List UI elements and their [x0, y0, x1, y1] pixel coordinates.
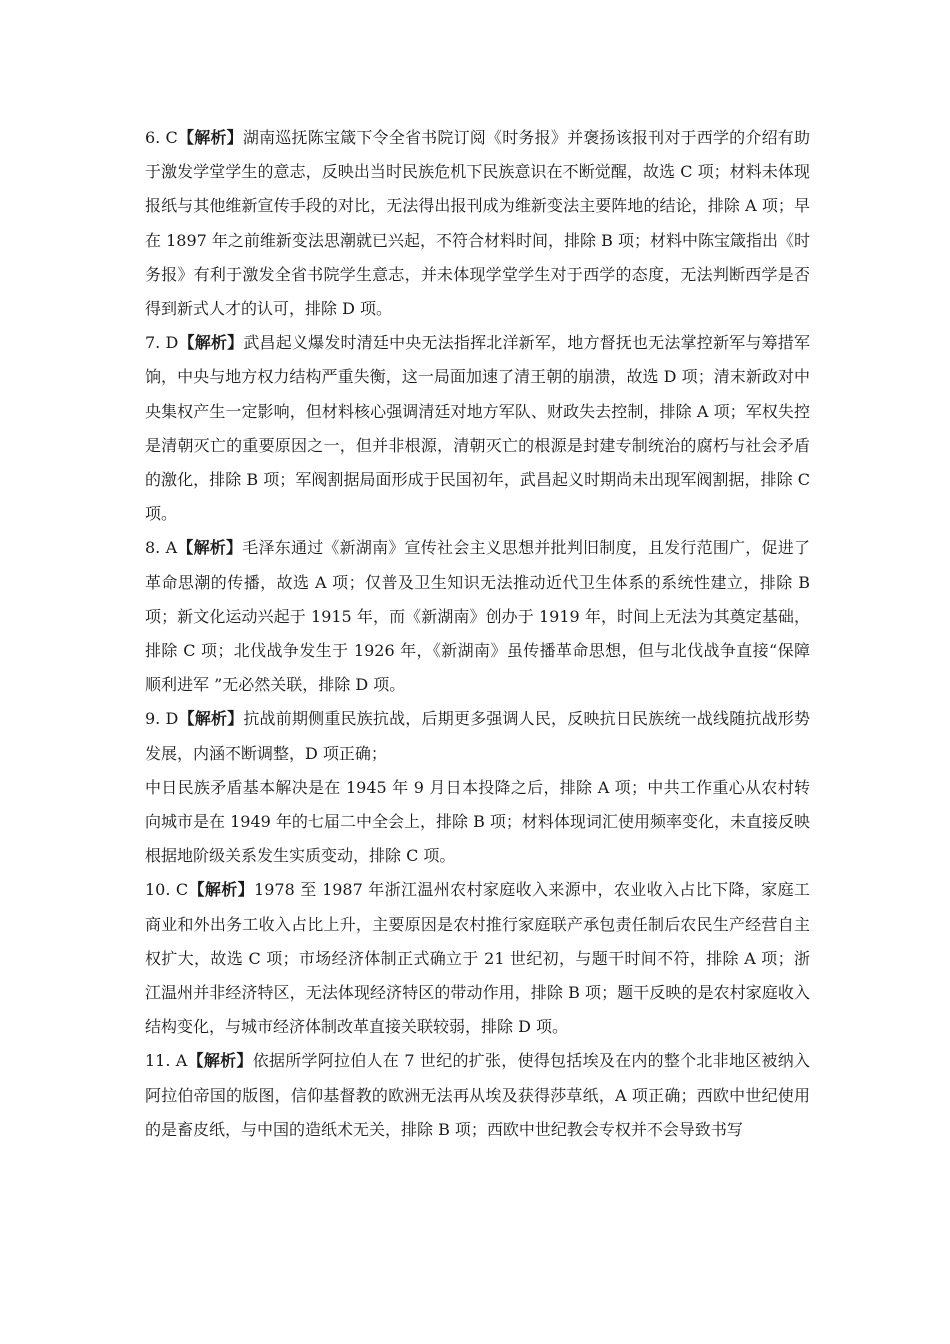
- analysis-tag: 【解析】: [187, 1051, 253, 1071]
- analysis-text: 抗战前期侧重民族抗战，后期更多强调人民，反映抗日民族统一战线随抗战形势发展，内涵不断调整，D 项正确；: [145, 709, 810, 763]
- question-number: 9. D: [145, 709, 179, 729]
- answer-paragraph: [145, 1044, 810, 1147]
- question-number: 7. D: [145, 333, 179, 353]
- analysis-tag: 【解析】: [178, 709, 244, 729]
- answer-paragraph: [145, 326, 810, 531]
- analysis-text: 毛泽东通过《新湖南》宣传社会主义思想并批判旧制度，且发行范围广，促进了革命思潮的传播，故选 A 项；仅普及卫生知识无法推动近代卫生体系的系统性建立，排除 B 项；新文化运动兴起于 1915 年，而《新湖南》创办于 1919 年，时间上无法为其奠定基础，排除 C 项；北伐战争发生于 1926 年，《新湖南》虽传播革命思想，但与北伐战争直接“保障顺利进军 ”无必然关联，排除 D 项。: [145, 538, 810, 695]
- answer-paragraph: [145, 531, 810, 702]
- answer-explanations: [145, 121, 810, 1147]
- answer-item-9: [145, 702, 810, 873]
- analysis-text: 武昌起义爆发时清廷中央无法指挥北洋新军，地方督抚也无法掌控新军与筹措军饷，中央与地方权力结构严重失衡，这一局面加速了清王朝的崩溃，故选 D 项；清末新政对中央集权产生一定影响，但材料核心强调清廷对地方军队、财政失去控制，排除 A 项；军权失控是清朝灭亡的重要原因之一，但并非根源，清朝灭亡的根源是封建专制统治的腐朽与社会矛盾的激化，排除 B 项；军阀割据局面形成于民国初年，武昌起义时期尚未出现军阀割据，排除 C 项。: [145, 333, 810, 524]
- analysis-tag: 【解析】: [188, 880, 255, 900]
- analysis-tag: 【解析】: [177, 128, 243, 147]
- question-number: 6. C: [145, 128, 178, 147]
- answer-item-7: [145, 326, 810, 531]
- analysis-continuation: 中日民族矛盾基本解决是在 1945 年 9 月日本投降之后，排除 A 项；中共工作重心从农村转向城市是在 1949 年的七届二中全会上，排除 B 项；材料体现词汇使用频率变化，未直接反映根据地阶级关系发生实质变动，排除 C 项。: [145, 777, 810, 866]
- question-number: 11. A: [145, 1051, 188, 1071]
- question-number: 8. A: [145, 538, 178, 558]
- answer-paragraph: [145, 121, 810, 326]
- analysis-text: 湖南巡抚陈宝箴下令全省书院订阅《时务报》并褒扬该报刊对于西学的介绍有助于激发学堂学生的意志，反映出当时民族危机下民族意识在不断觉醒，故选 C 项；材料未体现报纸与其他维新宣传手段的对比，无法得出报刊成为维新变法主要阵地的结论，排除 A 项；早在 1897 年之前维新变法思潮就已兴起，不符合材料时间，排除 B 项；材料中陈宝箴指出《时务报》有利于激发全省书院学生意志，并未体现学堂学生对于西学的态度，无法判断西学是否得到新式人才的认可，排除 D 项。: [145, 128, 810, 319]
- answer-item-11: [145, 1044, 810, 1147]
- answer-paragraph: [145, 702, 810, 770]
- analysis-text: 1978 至 1987 年浙江温州农村家庭收入来源中，农业收入占比下降，家庭工商业和外出务工收入占比上升，主要原因是农村推行家庭联产承包责任制后农民生产经营自主权扩大，故选 C 项；市场经济体制正式确立于 21 世纪初，与题干时间不符，排除 A 项；浙江温州并非经济特区，无法体现经济特区的带动作用，排除 B 项；题干反映的是农村家庭收入结构变化，与城市经济体制改革直接关联较弱，排除 D 项。: [145, 880, 810, 1037]
- answer-item-10: [145, 873, 810, 1044]
- analysis-tag: 【解析】: [177, 538, 243, 558]
- analysis-tag: 【解析】: [178, 333, 244, 353]
- analysis-text: 依据所学阿拉伯人在 7 世纪的扩张，使得包括埃及在内的整个北非地区被纳入阿拉伯帝国的版图，信仰基督教的欧洲无法再从埃及获得莎草纸，A 项正确；西欧中世纪使用的是畜皮纸，与中国的造纸术无关，排除 B 项；西欧中世纪教会专权并不会导致书写: [145, 1051, 810, 1139]
- answer-paragraph: [145, 873, 810, 1044]
- answer-item-6: [145, 121, 810, 326]
- answer-item-8: [145, 531, 810, 702]
- question-number: 10. C: [145, 880, 189, 900]
